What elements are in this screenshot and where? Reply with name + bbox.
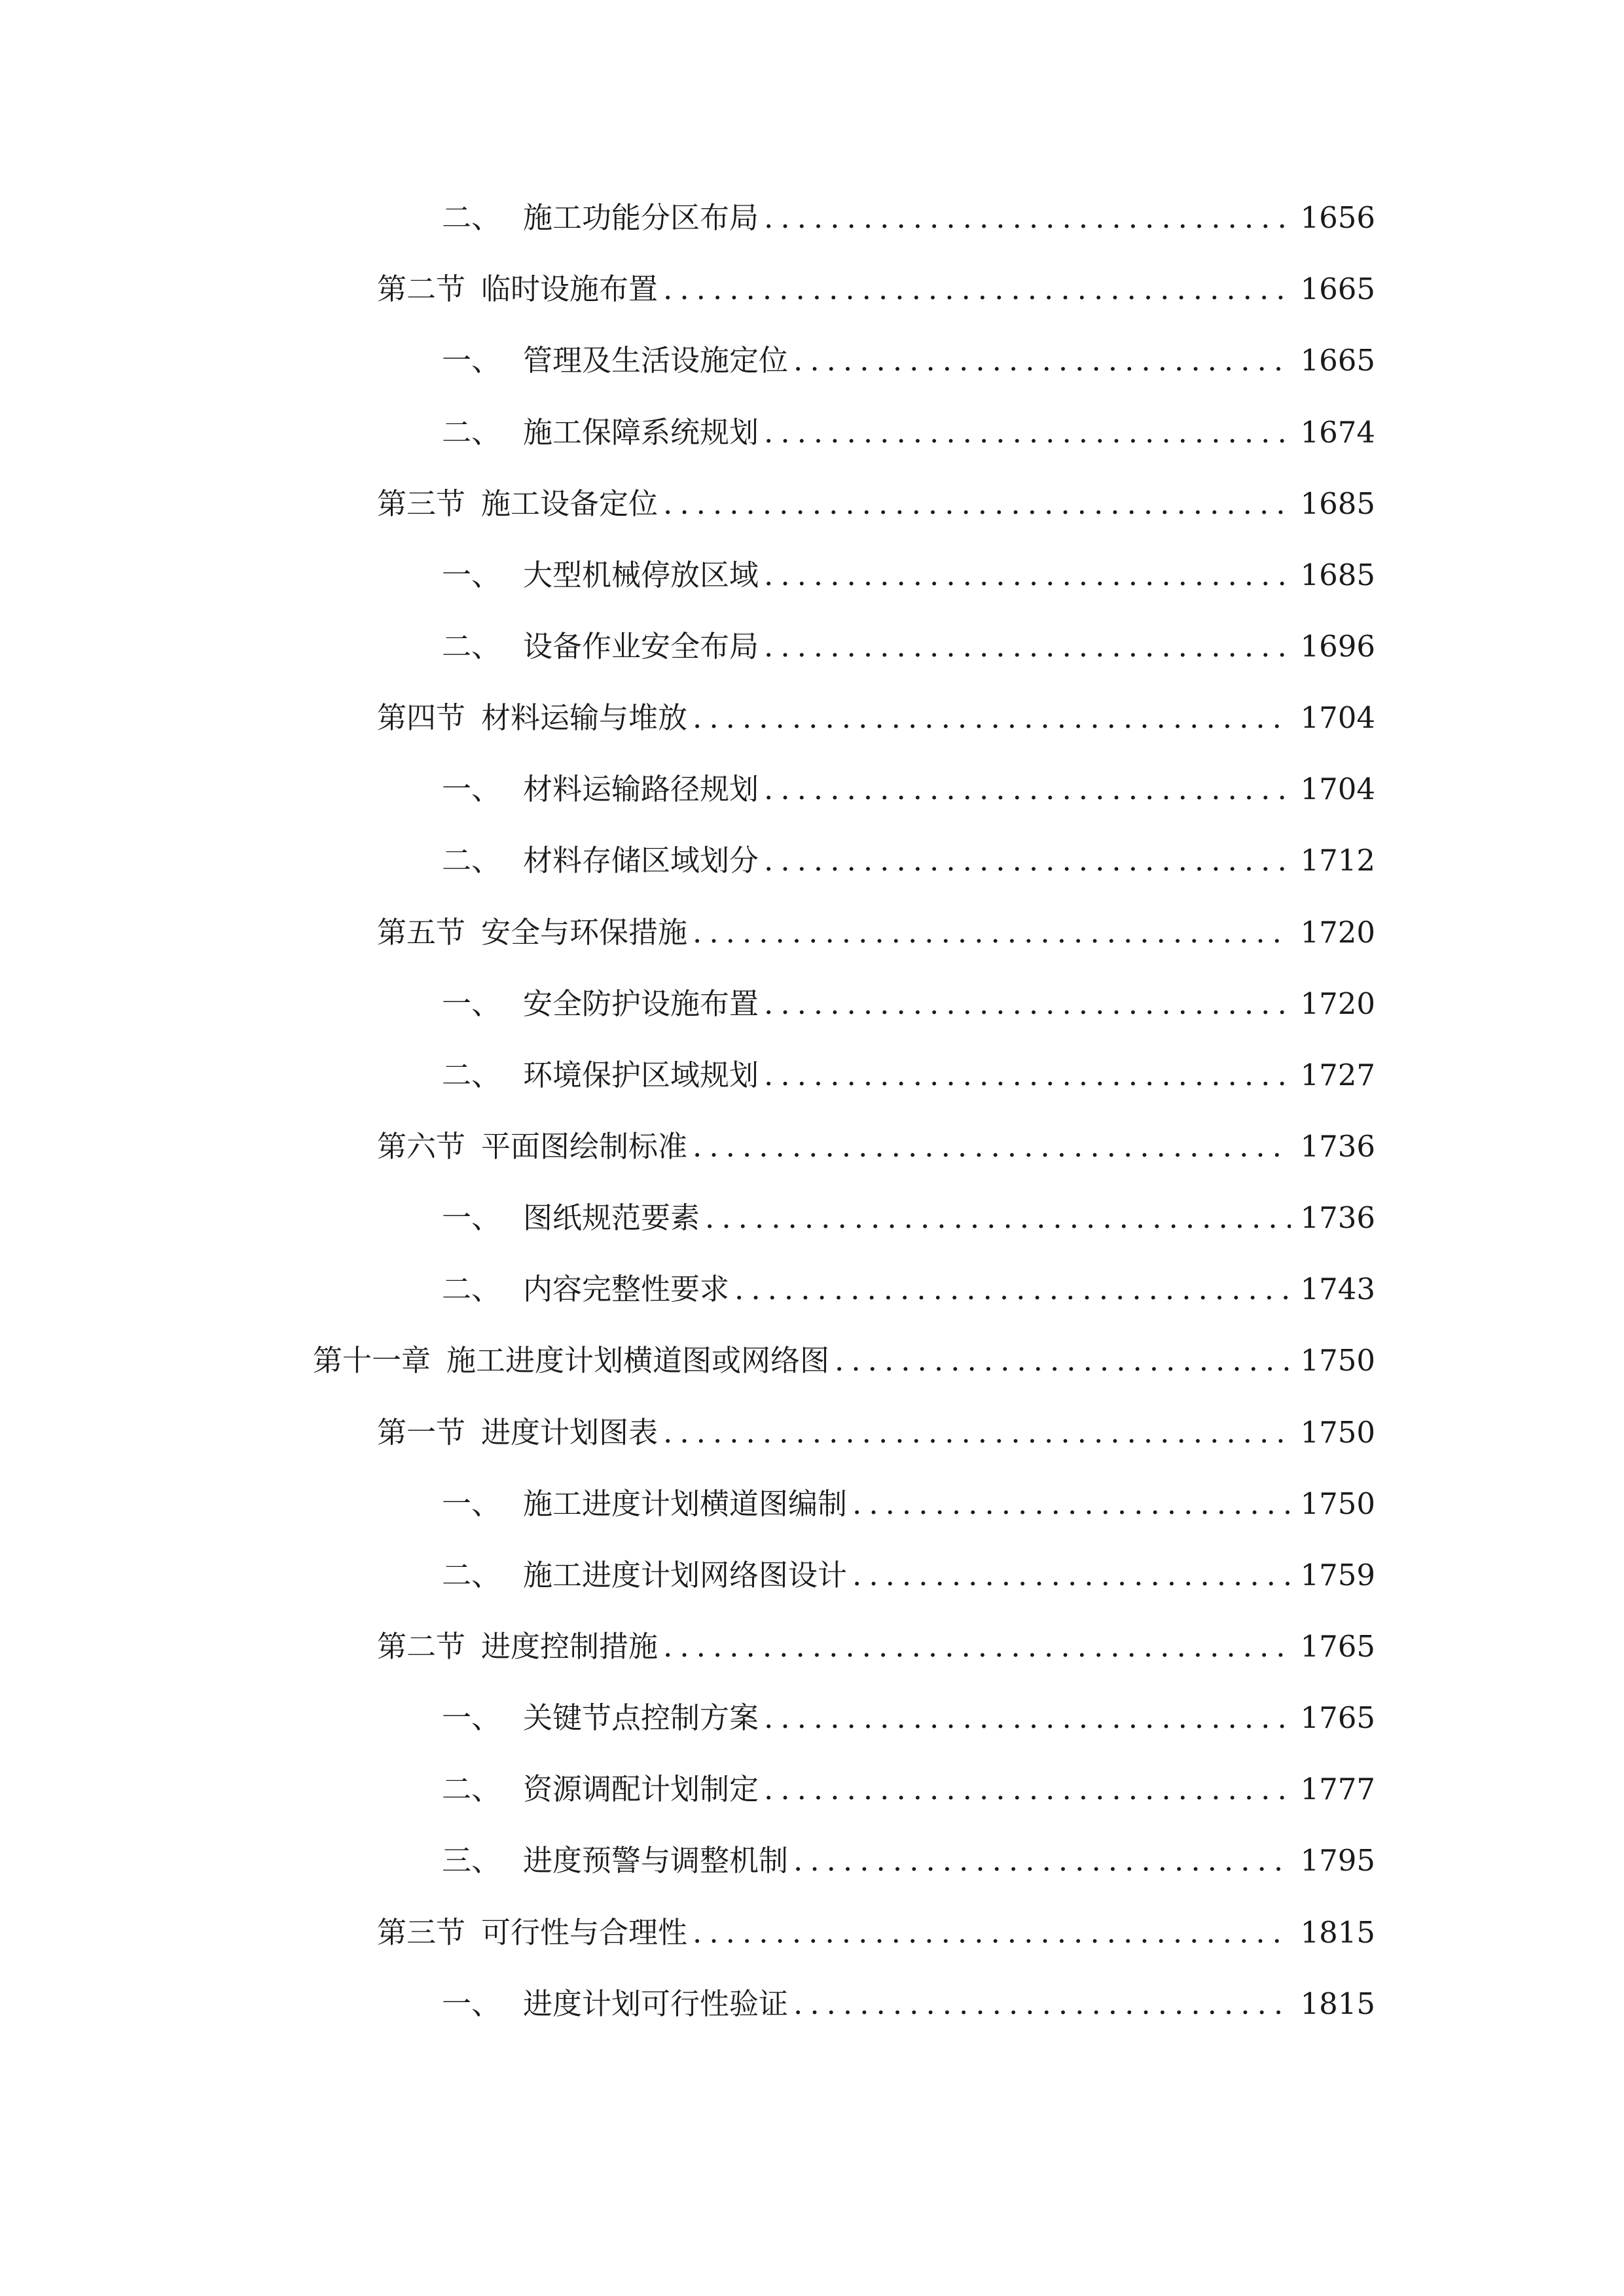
- toc-entry-title: 平面图绘制标准: [481, 1129, 688, 1164]
- toc-entry[interactable]: [442, 410, 1375, 456]
- toc-entry-page: 1815: [1300, 1915, 1375, 1950]
- dot-leader: [663, 1410, 1291, 1456]
- dot-leader: [663, 266, 1291, 312]
- toc-entry-page: 1720: [1300, 915, 1375, 950]
- toc-entry-title: 临时设施布置: [481, 272, 659, 306]
- toc-entry-number: 第二节: [377, 272, 466, 306]
- toc-entry-number: 第三节: [377, 486, 466, 521]
- toc-entry-number: 三、: [442, 1843, 501, 1878]
- dot-leader: [835, 1338, 1291, 1384]
- toc-entry-number: 二、: [442, 1558, 501, 1592]
- dot-leader: [693, 695, 1291, 741]
- toc-entry-number: 一、: [442, 1700, 501, 1735]
- toc-entry-title: 管理及生活设施定位: [523, 343, 789, 378]
- toc-entry[interactable]: [377, 481, 1375, 527]
- toc-entry-number: 第四节: [377, 700, 466, 735]
- toc-entry[interactable]: [377, 910, 1375, 956]
- toc-entry-title: 关键节点控制方案: [523, 1700, 759, 1735]
- toc-entry-title: 材料运输与堆放: [481, 700, 688, 735]
- dot-leader: [693, 1124, 1291, 1170]
- dot-leader: [764, 766, 1291, 812]
- toc-entry[interactable]: [442, 1695, 1375, 1741]
- toc-entry-page: 1736: [1300, 1129, 1375, 1164]
- toc-entry-number: 第五节: [377, 915, 466, 950]
- toc-entry[interactable]: [377, 1624, 1375, 1670]
- toc-entry-page: 1743: [1300, 1272, 1375, 1306]
- toc-entry-page: 1765: [1300, 1700, 1375, 1735]
- toc-entry-number: 二、: [442, 629, 501, 664]
- toc-entry[interactable]: [442, 1767, 1375, 1812]
- toc-entry-title: 大型机械停放区域: [523, 558, 759, 592]
- toc-entry-page: 1795: [1300, 1843, 1375, 1878]
- toc-entry-number: 一、: [442, 343, 501, 378]
- toc-entry-page: 1704: [1300, 700, 1375, 735]
- toc-entry-number: 二、: [442, 843, 501, 878]
- toc-entry-number: 二、: [442, 1272, 501, 1306]
- toc-entry-title: 环境保护区域规划: [523, 1058, 759, 1092]
- toc-entry[interactable]: [442, 1838, 1375, 1884]
- dot-leader: [764, 1695, 1291, 1741]
- toc-entry-number: 一、: [442, 558, 501, 592]
- toc-entry-page: 1712: [1300, 843, 1375, 878]
- toc-entry-title: 设备作业安全布局: [523, 629, 759, 664]
- toc-entry[interactable]: [377, 266, 1375, 312]
- toc-entry[interactable]: [442, 838, 1375, 884]
- toc-entry-number: 第三节: [377, 1915, 466, 1950]
- toc-entry-title: 进度控制措施: [481, 1629, 659, 1664]
- dot-leader: [693, 1910, 1291, 1956]
- toc-entry-number: 一、: [442, 772, 501, 806]
- dot-leader: [693, 910, 1291, 956]
- dot-leader: [852, 1481, 1291, 1527]
- toc-entry-number: 第十一章: [313, 1343, 431, 1378]
- toc-entry-title: 安全防护设施布置: [523, 986, 759, 1021]
- toc-entry-page: 1685: [1300, 558, 1375, 592]
- dot-leader: [663, 481, 1291, 527]
- toc-entry-title: 内容完整性要求: [523, 1272, 730, 1306]
- dot-leader: [793, 338, 1291, 384]
- toc-entry[interactable]: [442, 624, 1375, 670]
- toc-entry-page: 1750: [1300, 1415, 1375, 1450]
- toc-entry-page: 1750: [1300, 1343, 1375, 1378]
- toc-entry-number: 二、: [442, 1772, 501, 1806]
- toc-entry[interactable]: [442, 766, 1375, 812]
- toc-entry-title: 施工进度计划横道图编制: [523, 1486, 848, 1521]
- toc-entry[interactable]: [442, 1481, 1375, 1527]
- dot-leader: [764, 1767, 1291, 1812]
- toc-entry[interactable]: [442, 1981, 1375, 2027]
- toc-entry-page: 1750: [1300, 1486, 1375, 1521]
- toc-entry-number: 第六节: [377, 1129, 466, 1164]
- toc-entry-title: 材料运输路径规划: [523, 772, 759, 806]
- toc-entry-title: 施工设备定位: [481, 486, 659, 521]
- toc-entry[interactable]: [377, 695, 1375, 741]
- toc-entry[interactable]: [313, 1338, 1375, 1384]
- toc-entry-number: 一、: [442, 1486, 501, 1521]
- toc-entry-number: 一、: [442, 1986, 501, 2021]
- toc-entry-number: 一、: [442, 986, 501, 1021]
- dot-leader: [764, 838, 1291, 884]
- dot-leader: [764, 552, 1291, 598]
- toc-entry-page: 1696: [1300, 629, 1375, 664]
- toc-entry-title: 施工功能分区布局: [523, 200, 759, 235]
- toc-entry-title: 安全与环保措施: [481, 915, 688, 950]
- toc-entry-page: 1685: [1300, 486, 1375, 521]
- toc-entry-title: 可行性与合理性: [481, 1915, 688, 1950]
- toc-entry-number: 第一节: [377, 1415, 466, 1450]
- toc-entry-page: 1674: [1300, 415, 1375, 450]
- toc-entry[interactable]: [442, 1195, 1375, 1241]
- toc-entry-title: 资源调配计划制定: [523, 1772, 759, 1806]
- toc-entry-title: 图纸规范要素: [523, 1200, 700, 1235]
- dot-leader: [663, 1624, 1291, 1670]
- toc-entry-title: 进度计划可行性验证: [523, 1986, 789, 2021]
- dot-leader: [793, 1981, 1291, 2027]
- toc-entry[interactable]: [377, 1124, 1375, 1170]
- toc-entry[interactable]: [377, 1410, 1375, 1456]
- dot-leader: [764, 1052, 1291, 1098]
- toc-entry-page: 1704: [1300, 772, 1375, 806]
- toc-entry-page: 1759: [1300, 1558, 1375, 1592]
- toc-entry[interactable]: [442, 552, 1375, 598]
- toc-entry-page: 1736: [1300, 1200, 1375, 1235]
- toc-entry-page: 1727: [1300, 1058, 1375, 1092]
- toc-entry-number: 二、: [442, 1058, 501, 1092]
- toc-entry-title: 施工进度计划横道图或网络图: [446, 1343, 830, 1378]
- toc-entry-title: 施工保障系统规划: [523, 415, 759, 450]
- toc-entry-page: 1765: [1300, 1629, 1375, 1664]
- toc-entry-page: 1665: [1300, 272, 1375, 306]
- toc-entry-title: 进度预警与调整机制: [523, 1843, 789, 1878]
- toc-entry-title: 施工进度计划网络图设计: [523, 1558, 848, 1592]
- toc-entry-page: 1720: [1300, 986, 1375, 1021]
- toc-entry[interactable]: [442, 1552, 1375, 1598]
- toc-entry[interactable]: [442, 195, 1375, 241]
- toc-entry-title: 材料存储区域划分: [523, 843, 759, 878]
- dot-leader: [793, 1838, 1291, 1884]
- toc-entry-page: 1665: [1300, 343, 1375, 378]
- toc-entry[interactable]: [442, 1266, 1375, 1312]
- dot-leader: [734, 1266, 1291, 1312]
- toc-entry-number: 二、: [442, 200, 501, 235]
- toc-entry-page: 1777: [1300, 1772, 1375, 1806]
- toc-entry[interactable]: [442, 338, 1375, 384]
- toc-entry-title: 进度计划图表: [481, 1415, 659, 1450]
- dot-leader: [764, 195, 1291, 241]
- toc-entry-number: 二、: [442, 415, 501, 450]
- toc-entry[interactable]: [442, 1052, 1375, 1098]
- dot-leader: [852, 1552, 1291, 1598]
- toc-entry[interactable]: [442, 981, 1375, 1027]
- toc-entry-number: 第二节: [377, 1629, 466, 1664]
- toc-entry-page: 1815: [1300, 1986, 1375, 2021]
- dot-leader: [764, 624, 1291, 670]
- toc-entry-number: 一、: [442, 1200, 501, 1235]
- toc-entry-page: 1656: [1300, 200, 1375, 235]
- toc-entry[interactable]: [377, 1910, 1375, 1956]
- dot-leader: [705, 1195, 1291, 1241]
- dot-leader: [764, 410, 1291, 456]
- dot-leader: [764, 981, 1291, 1027]
